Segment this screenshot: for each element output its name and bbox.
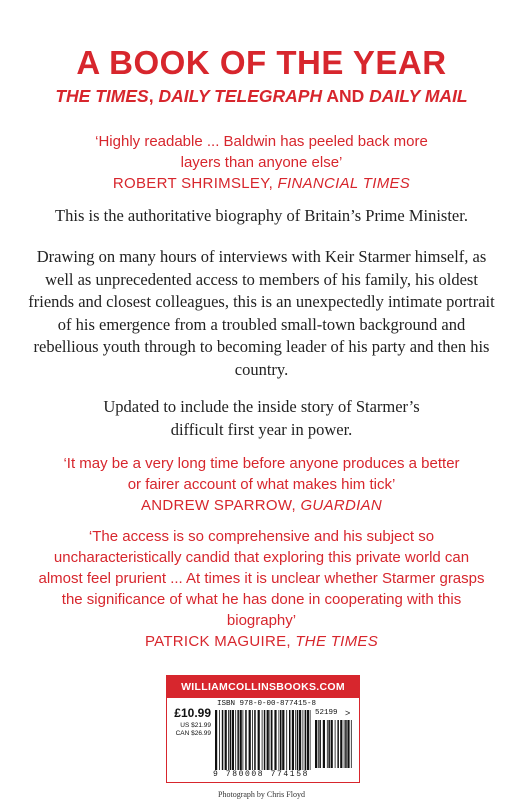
attribution-source: THE TIMES xyxy=(295,633,379,650)
isbn-label: ISBN 978-0-00-877415-8 xyxy=(217,700,317,708)
quote-attribution xyxy=(30,631,493,652)
barcode-panel xyxy=(166,675,360,783)
photo-credit: Photograph by Chris Floyd xyxy=(218,790,305,799)
attribution-name: ROBERT SHRIMSLEY, xyxy=(112,175,278,192)
subheadline xyxy=(0,86,523,107)
quote-maguire xyxy=(30,526,493,652)
addon-digits: 52199 xyxy=(315,709,338,717)
attribution-name: ANDREW SPARROW, xyxy=(140,497,301,514)
quote-text: ‘Highly readable ... Baldwin has peeled back more layers than anyone else’ xyxy=(95,133,428,171)
headline: A BOOK OF THE YEAR xyxy=(76,44,447,81)
quote-attribution xyxy=(30,173,493,194)
price-can: CAN $26.99 xyxy=(175,730,211,737)
addon-arrow-icon: > xyxy=(345,708,351,718)
publisher-website: WILLIAMCOLLINSBOOKS.COM xyxy=(167,676,359,698)
separator-and: AND xyxy=(322,86,370,106)
publication-mail: DAILY MAIL xyxy=(369,86,468,106)
ean-digits: 9 780008 774158 xyxy=(213,770,310,779)
publication-telegraph: DAILY TELEGRAPH xyxy=(158,86,323,106)
price-block xyxy=(171,706,211,738)
addon-barcode xyxy=(315,720,353,768)
attribution-name: PATRICK MAGUIRE, xyxy=(144,633,296,650)
quote-sparrow xyxy=(30,453,493,516)
attribution-source: FINANCIAL TIMES xyxy=(277,175,411,192)
publication-times: THE TIMES xyxy=(55,86,149,106)
price-gbp: £10.99 xyxy=(174,706,211,720)
quote-attribution xyxy=(30,495,493,516)
attribution-source: GUARDIAN xyxy=(300,497,383,514)
quote-shrimsley xyxy=(30,131,493,194)
price-us: US $21.99 xyxy=(180,722,211,729)
blurb-paragraph-3: Updated to include the inside story of Starmer’s difficult first year in power. xyxy=(103,397,420,439)
quote-text: ‘The access is so comprehensive and his subject so uncharacteristically candid that exploring this private world can almost feel prurient ... At times it is unclear whether Starmer grasps the significance of what he has done in cooperating with this biography’ xyxy=(38,528,485,629)
blurb-paragraph-1: This is the authoritative biography of Britain’s Prime Minister. xyxy=(55,206,468,225)
blurb-paragraph-2: Drawing on many hours of interviews with Keir Starmer himself, as well as unprecedented access to members of his family, his oldest friends and closest colleagues, this is an unexpectedly intimate portrait of his emergence from a troubled small-town background and rebellious youth through to becoming leader of his party and then his country. xyxy=(28,247,495,379)
ean-barcode xyxy=(215,710,313,770)
quote-text: ‘It may be a very long time before anyone produces a better or fairer account of what makes him tick’ xyxy=(63,455,460,493)
separator-comma: , xyxy=(148,86,159,106)
